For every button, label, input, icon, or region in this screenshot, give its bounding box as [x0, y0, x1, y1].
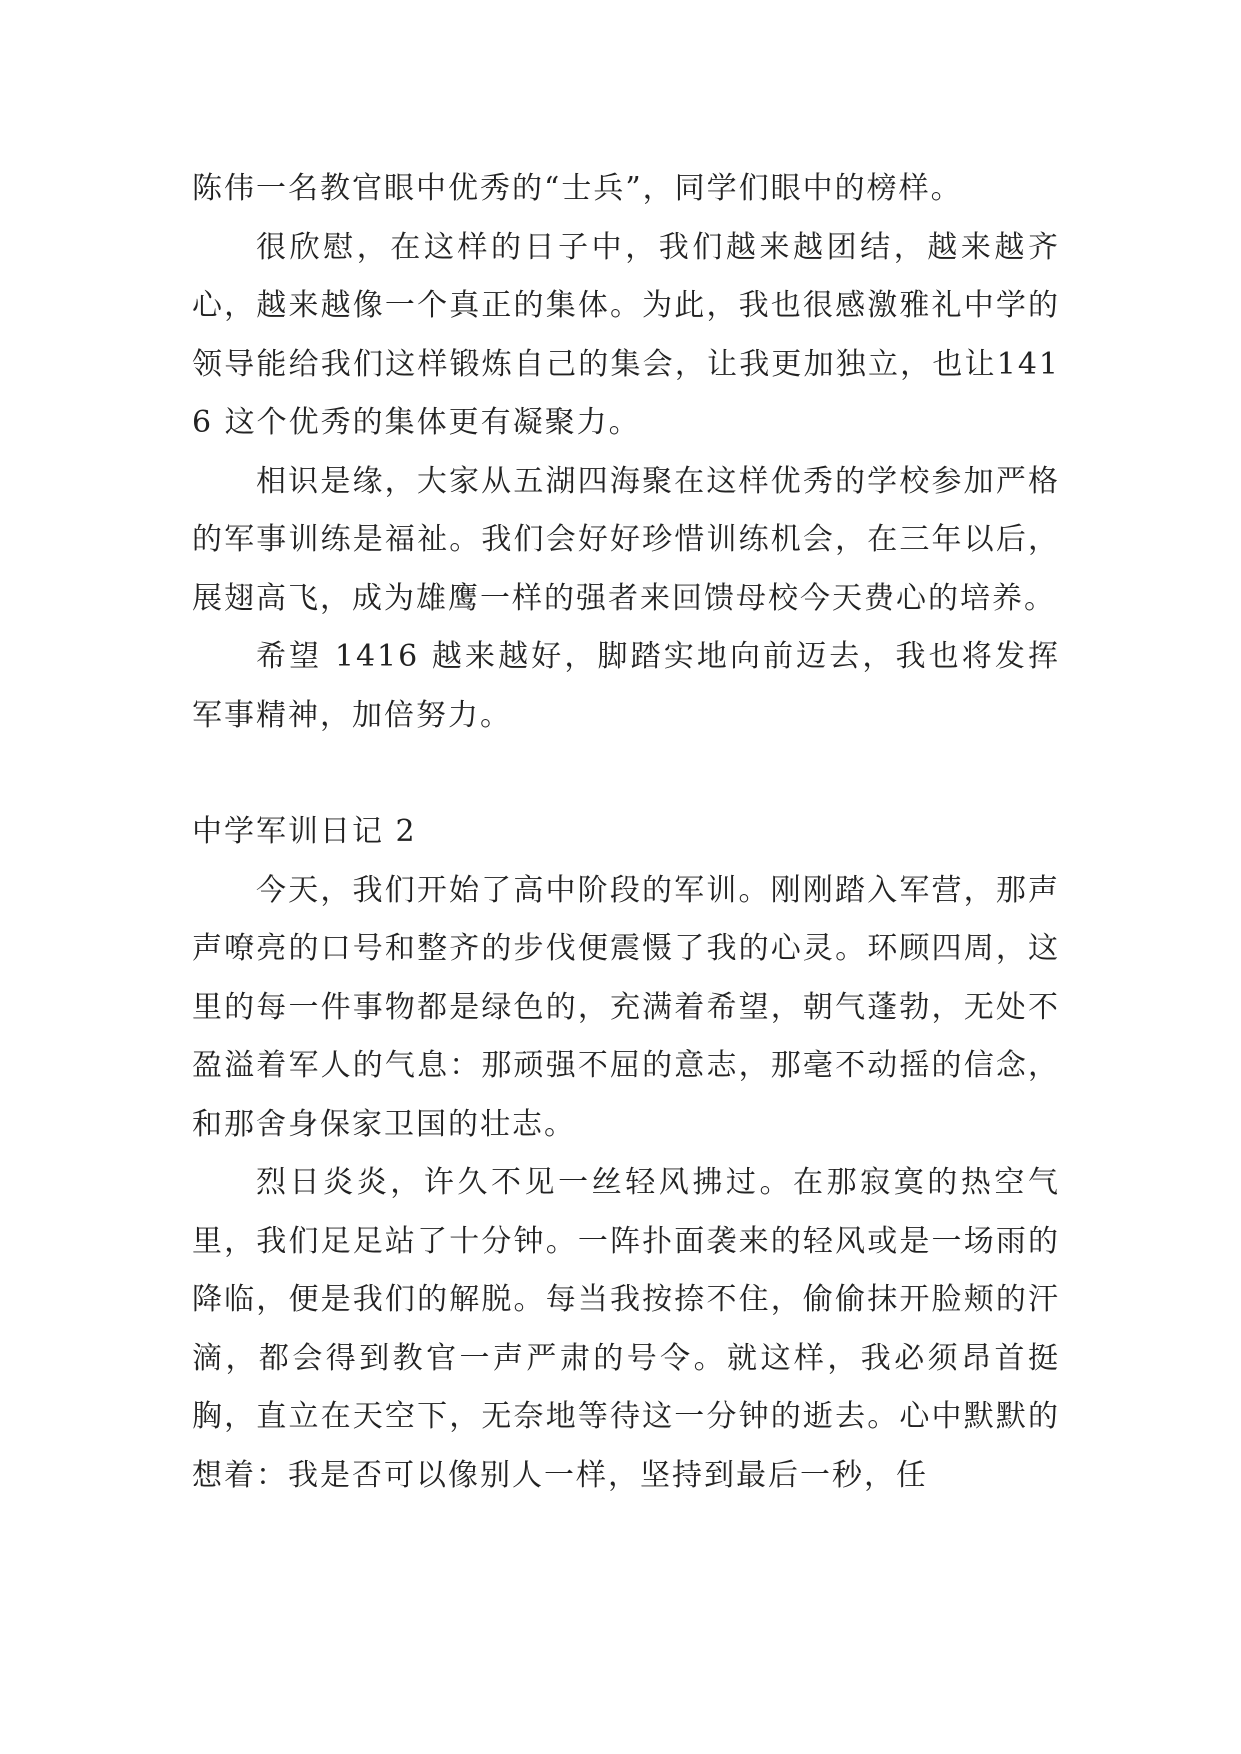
paragraph: 相识是缘，大家从五湖四海聚在这样优秀的学校参加严格的军事训练是福祉。我们会好好珍惜训练机会，在三年以后，展翅高飞，成为雄鹰一样的强者来回馈母校今天费心的培养。: [192, 463, 1060, 616]
document-body: [192, 160, 1060, 1505]
section-title: 中学军训日记 2: [192, 814, 417, 849]
paragraph: 烈日炎炎，许久不见一丝轻风拂过。在那寂寞的热空气里，我们足足站了十分钟。一阵扑面袭来的轻风或是一场雨的降临，便是我们的解脱。每当我按捺不住，偷偷抹开脸颊的汗滴，都会得到教官一声严肃的号令。就这样，我必须昂首挺胸，直立在天空下，无奈地等待这一分钟的逝去。心中默默的想着：我是否可以像别人一样，坚持到最后一秒，任: [192, 1165, 1060, 1493]
continuation-paragraph: 陈伟一名教官眼中优秀的“士兵”，同学们眼中的榜样。: [192, 171, 963, 206]
paragraph: 很欣慰，在这样的日子中，我们越来越团结，越来越齐心，越来越像一个真正的集体。为此，我也很感激雅礼中学的领导能给我们这样锻炼自己的集会，让我更加独立，也让1416 这个优秀的集体更有凝聚力。: [192, 229, 1060, 440]
paragraph: 希望 1416 越来越好，脚踏实地向前迈去，我也将发挥军事精神，加倍努力。: [192, 639, 1060, 733]
paragraph: 今天，我们开始了高中阶段的军训。刚刚踏入军营，那声声嘹亮的口号和整齐的步伐便震慑了我的心灵。环顾四周，这里的每一件事物都是绿色的，充满着希望，朝气蓬勃，无处不盈溢着军人的气息：那顽强不屈的意志，那毫不动摇的信念，和那舍身保家卫国的壮志。: [192, 872, 1060, 1142]
section-spacer: [192, 745, 1060, 803]
